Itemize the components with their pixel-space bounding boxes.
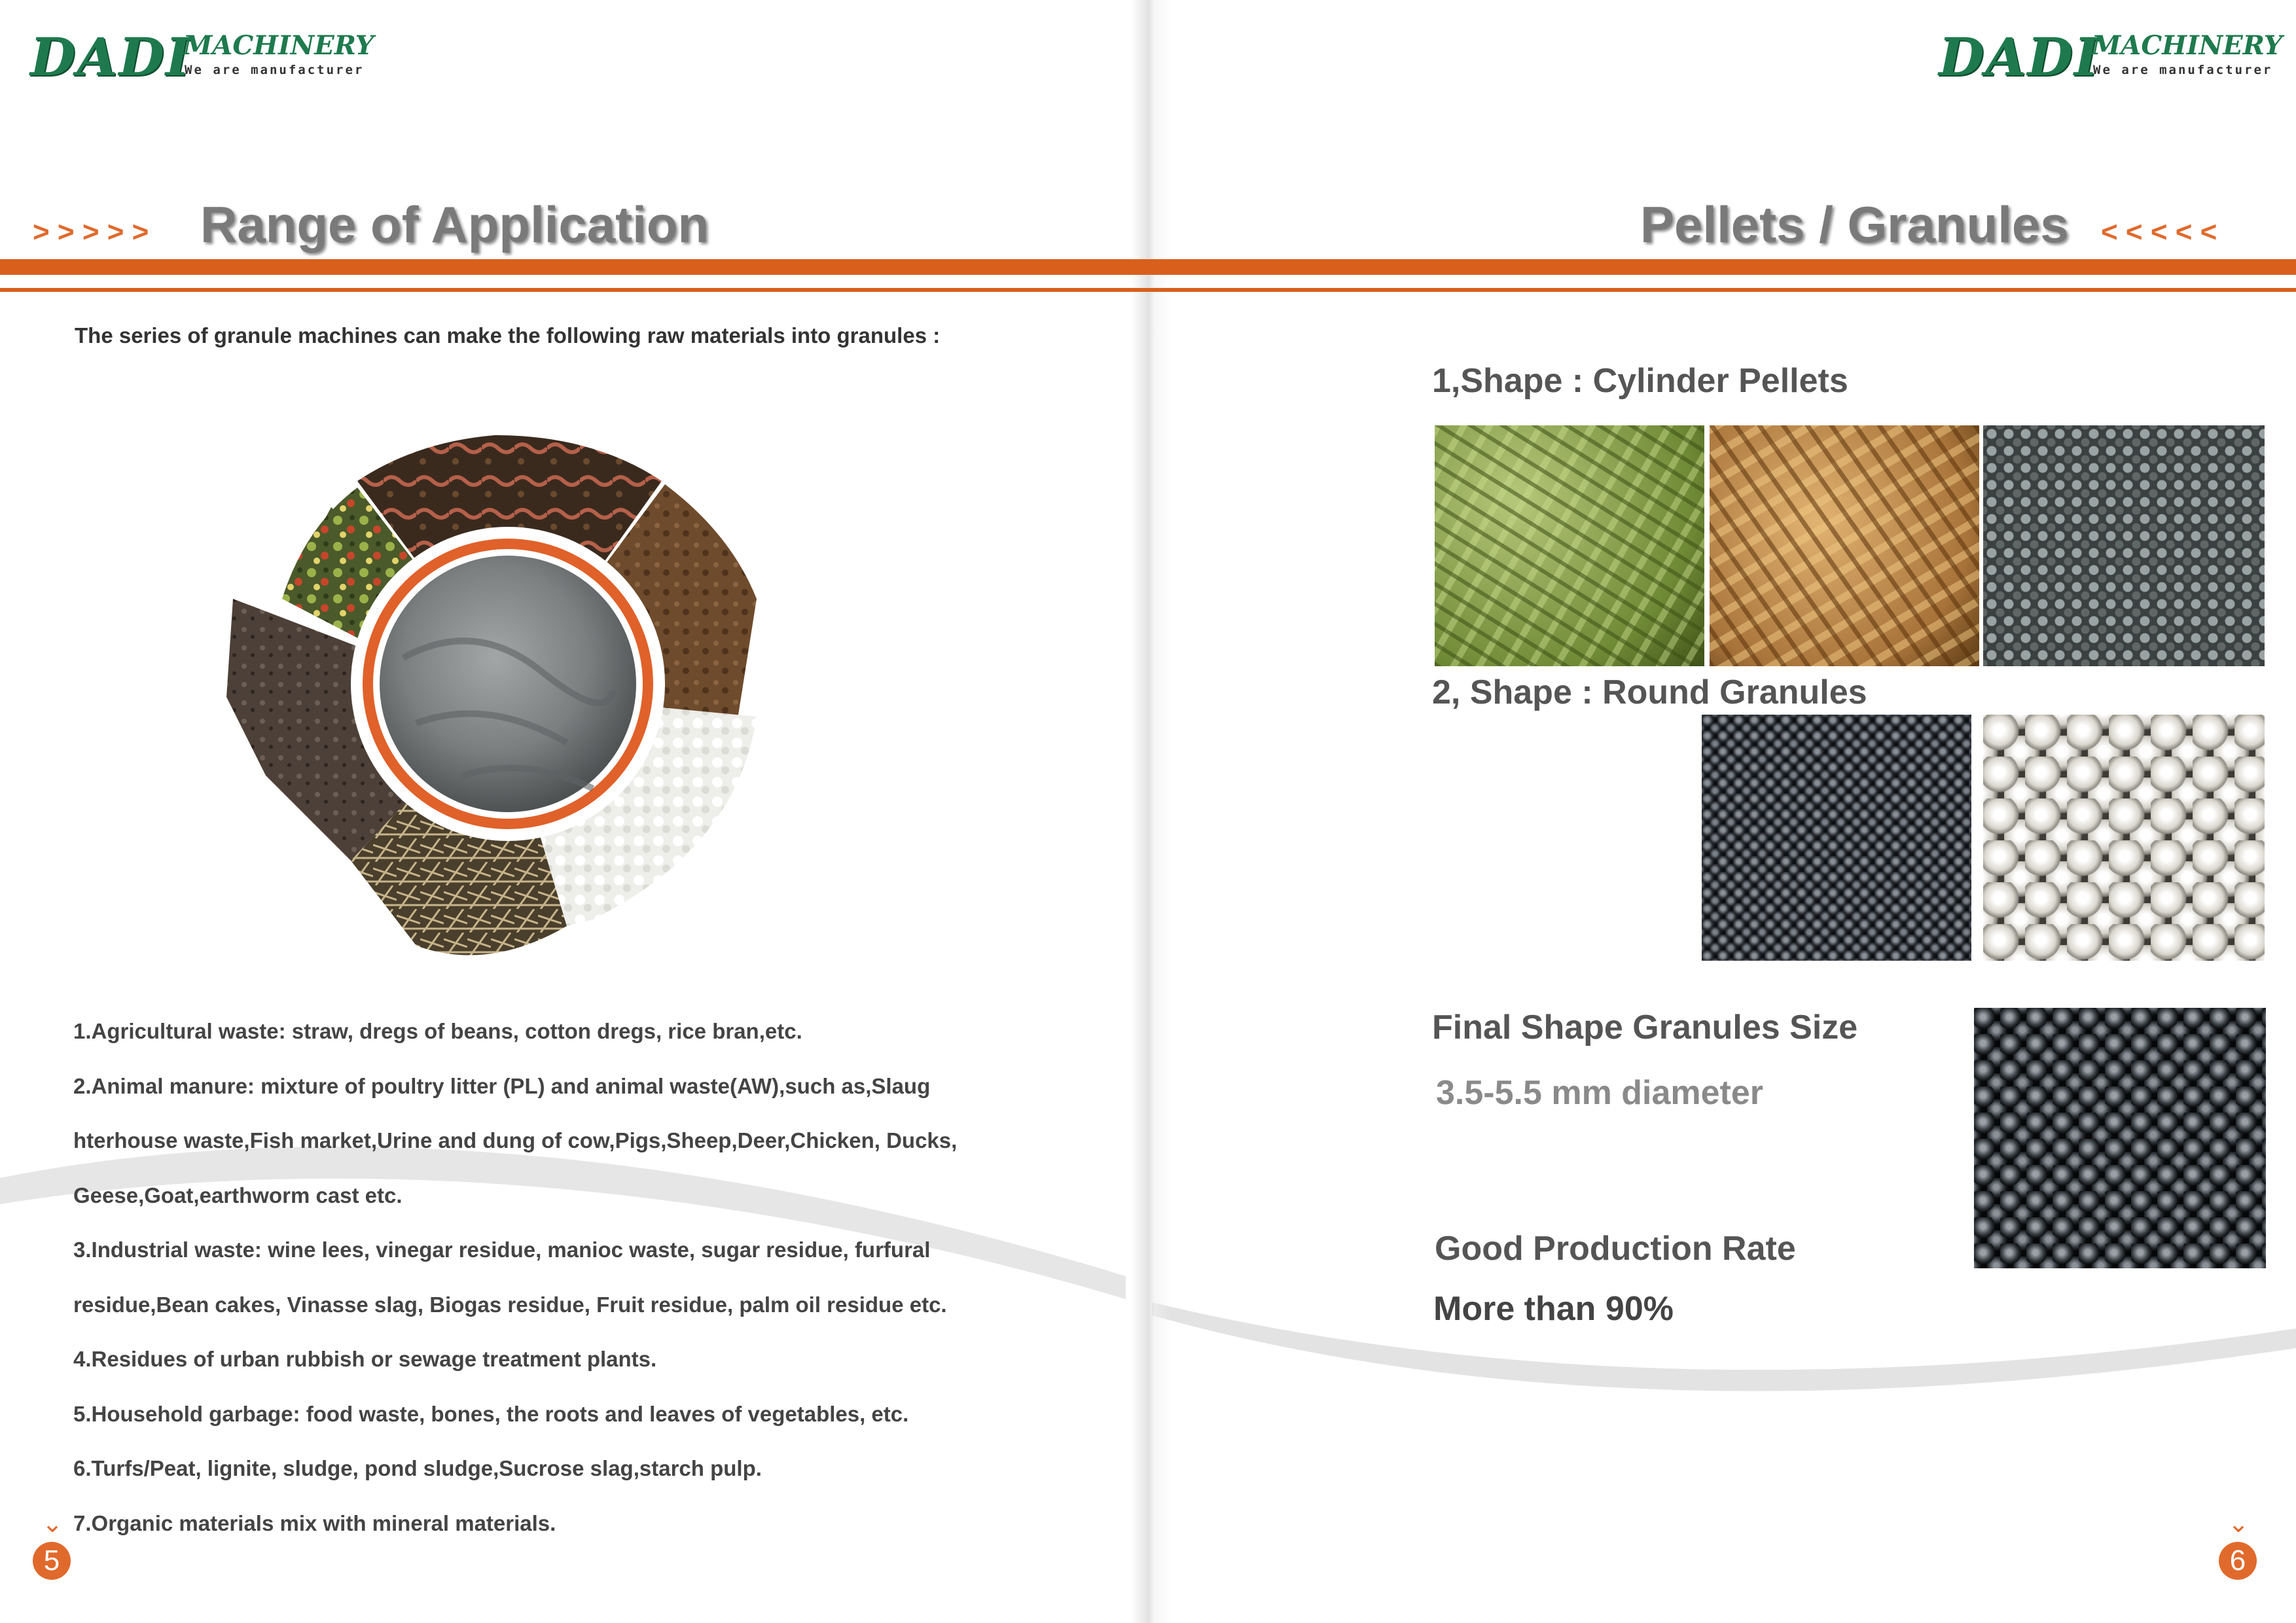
list-item: 4.Residues of urban rubbish or sewage treatment plants. [73, 1347, 657, 1371]
list-item: 5.Household garbage: food waste, bones, the roots and leaves of vegetables, etc. [73, 1401, 909, 1426]
page-number-badge: 5 [33, 1542, 71, 1580]
swoosh-right [1152, 1302, 2296, 1391]
rate-heading: Good Production Rate [1435, 1230, 1796, 1268]
left-page-title: Range of Application [200, 196, 709, 253]
list-item: residue,Bean cakes, Vinasse slag, Biogas residue, Fruit residue, palm oil residue etc. [73, 1292, 947, 1317]
intro-text: The series of granule machines can make the following raw materials into granules : [75, 323, 941, 348]
logo-mark: DADI [30, 26, 192, 88]
shape1-label: 1,Shape : Cylinder Pellets [1432, 362, 1848, 400]
logo-tagline: We are manufacturer [2093, 63, 2273, 77]
photo-green-pellets [1435, 425, 1704, 666]
right-heading-arrows: < < < < < [2101, 216, 2217, 248]
header-rule-thick [0, 259, 2296, 275]
photo-final-granules [1974, 1008, 2266, 1268]
size-heading: Final Shape Granules Size [1432, 1008, 1858, 1046]
materials-wheel [168, 366, 861, 1027]
left-heading-arrows: > > > > > [33, 216, 149, 248]
right-page-title: Pellets / Granules [1640, 196, 2069, 253]
logo-brand: MACHINERY [2092, 30, 2283, 61]
logo-tagline: We are manufacturer [185, 63, 365, 77]
page-number-left [33, 1510, 72, 1582]
page-number-right [2219, 1510, 2258, 1582]
list-item: 6.Turfs/Peat, lignite, sludge, pond sludge,Sucrose slag,starch pulp. [73, 1456, 762, 1480]
shape2-label: 2, Shape : Round Granules [1432, 673, 1867, 711]
chevron-down-icon: ⌄ [42, 1509, 63, 1538]
photo-white-granules [1983, 715, 2265, 961]
header-rule-thin [0, 288, 2296, 292]
list-item: 2.Animal manure: mixture of poultry litter (PL) and animal waste(AW),such as,Slaug [73, 1073, 931, 1098]
list-item: Geese,Goat,earthworm cast etc. [73, 1183, 403, 1207]
size-value: 3.5-5.5 mm diameter [1436, 1074, 1764, 1112]
list-item: hterhouse waste,Fish market,Urine and dung of cow,Pigs,Sheep,Deer,Chicken, Ducks, [73, 1128, 958, 1152]
list-item: 7.Organic materials mix with mineral materials. [73, 1510, 556, 1535]
rate-value: More than 90% [1433, 1290, 1674, 1328]
logo-brand: MACHINERY [183, 30, 374, 61]
photo-wood-pellets [1710, 425, 1979, 666]
logo-mark: DADI [1939, 26, 2100, 88]
logo-right [1939, 26, 2283, 98]
wheel-center-sludge [380, 556, 636, 812]
list-item: 1.Agricultural waste: straw, dregs of beans, cotton dregs, rice bran,etc. [73, 1019, 802, 1043]
page-number-badge: 6 [2219, 1542, 2257, 1580]
chevron-down-icon: ⌄ [2228, 1509, 2249, 1538]
photo-grey-pellets [1983, 425, 2265, 666]
page-fold-shadow [1131, 0, 1170, 1623]
list-item: 3.Industrial waste: wine lees, vinegar residue, manioc waste, sugar residue, furfural [73, 1238, 931, 1262]
materials-list [73, 1013, 1094, 1560]
logo-left [30, 26, 374, 98]
photo-black-granules [1702, 715, 1971, 961]
